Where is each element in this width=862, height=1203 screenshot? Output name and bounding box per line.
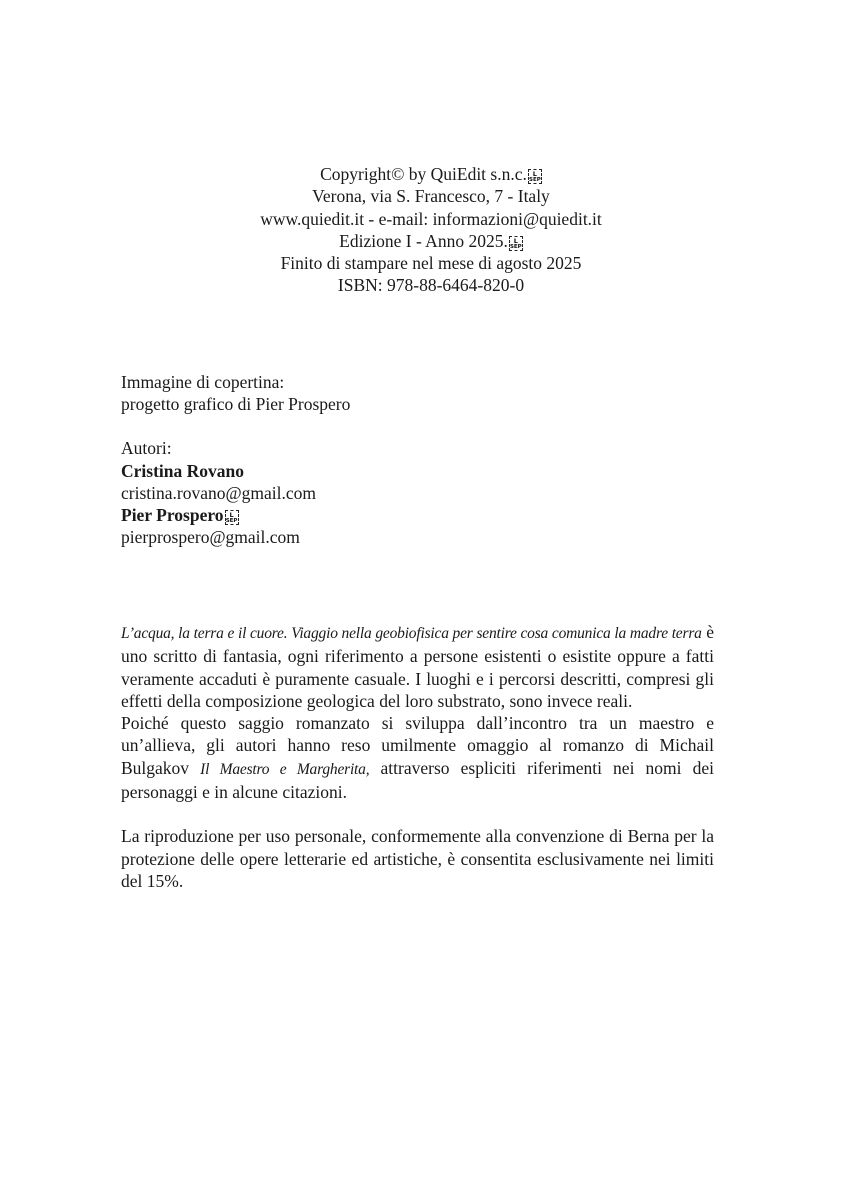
colophon [0,163,862,297]
separator-icon [509,236,523,251]
cover-label: Immagine di copertina: [121,372,285,392]
separator-bottom: SEP [225,518,238,525]
author-email: cristina.rovano@gmail.com [121,482,316,503]
disclaimer-paragraph-1 [121,621,714,712]
contacts-line: www.quiedit.it - e-mail: informazioni@quiedit.it [260,208,602,229]
referenced-novel-title: Il Maestro e Margherita, [200,760,370,778]
cover-credit: progetto grafico di Pier Prospero [121,394,351,415]
paragraph-text: attraverso espliciti riferimenti nei nomi dei personaggi e in alcune citazioni. [121,757,715,803]
edition-line [0,230,862,252]
author-name-text: Pier Prospero [121,505,224,526]
copyright-text: Copyright© by QuiEdit s.n.c. [320,164,527,184]
spacer [121,415,350,437]
disclaimer-paragraph-2 [121,712,714,803]
printed-line: Finito di stampare nel mese di agosto 2025 [280,253,582,274]
separator-icon [225,510,239,525]
author-name: Cristina Rovano [121,460,244,481]
disclaimer [121,621,714,892]
author-name [121,504,350,526]
paragraph-text: è uno scritto di fantasia, ogni riferimento a persone esistenti o esistite oppure a fatti veramente accaduti è puramente casuale. I luoghi e i percorsi descritti, compresi gli effetti della composizione geologica del loro substrato, sono invece reali. [121,622,714,711]
separator-top: L [532,170,537,178]
address-line: Verona, via S. Francesco, 7 - Italy [312,186,550,207]
authors-label: Autori: [121,438,172,459]
edition-text: Edizione I - Anno 2025. [339,230,508,251]
reproduction-notice: La riproduzione per uso personale, conformemente alla convenzione di Berna per la protezione delle opere letterarie ed artistiche, è consentita esclusivamente nei limiti del 15%. [121,826,714,891]
separator-bottom: SEP [509,243,522,250]
author-email: pierprospero@gmail.com [121,527,300,548]
separator-bottom: SEP [529,177,541,183]
separator-icon [528,169,542,184]
paragraph-text: Poiché questo saggio romanzato si sviluppa dall’incontro tra un maestro e un’allieva, gli autori hanno reso umilmente omaggio al romanzo di Michail Bulgakov [121,713,714,778]
book-title: L’acqua, la terra e il cuore. Viaggio nella geobiofisica per sentire cosa comunica la madre terra [121,625,702,642]
isbn-line: ISBN: 978-88-6464-820-0 [337,275,525,296]
credits [121,371,350,548]
separator-top: L [229,511,234,520]
separator-top: L [513,236,518,245]
copyright-line [0,163,862,185]
